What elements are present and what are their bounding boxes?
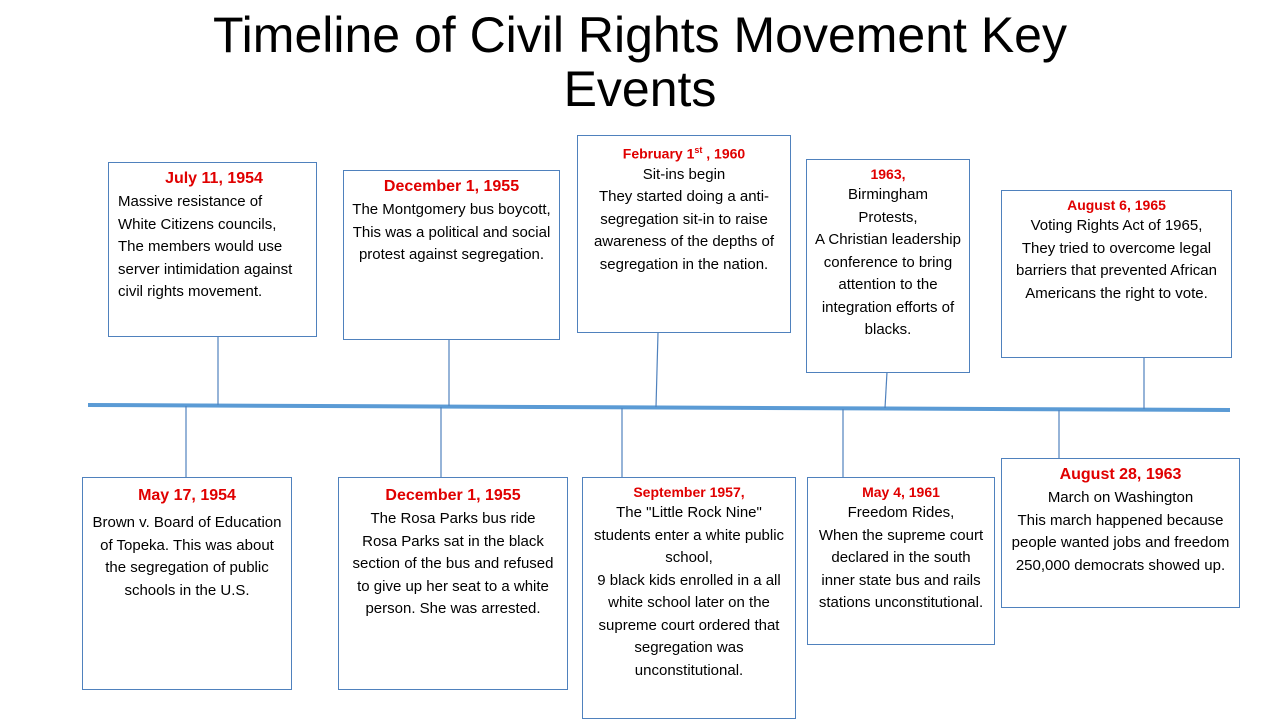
event-box-voting-rights bbox=[1001, 190, 1232, 358]
event-date: May 17, 1954 bbox=[138, 487, 236, 504]
event-box-march-on-washington bbox=[1001, 458, 1240, 608]
event-description: The "Little Rock Nine" students enter a white public school, 9 black kids enrolled in a all white school later on the supreme court ordered that segregation was unconstitutional. bbox=[593, 504, 785, 679]
event-box-july-1954 bbox=[108, 162, 317, 337]
event-description: Voting Rights Act of 1965, They tried to overcome legal barriers that prevented African Americans the right to vote. bbox=[1016, 217, 1217, 302]
event-description: Sit-ins begin They started doing a anti-segregation sit-in to raise awareness of the depths of segregation in the nation. bbox=[593, 165, 775, 273]
event-box-rosa-parks bbox=[338, 477, 568, 690]
event-date: May 4, 1961 bbox=[862, 484, 940, 500]
page-title: Timeline of Civil Rights Movement Key Events bbox=[213, 7, 1067, 117]
event-date: February 1st , 1960 bbox=[622, 145, 746, 162]
event-date: August 28, 1963 bbox=[1059, 466, 1182, 483]
event-box-sit-ins bbox=[577, 135, 791, 333]
timeline-axis bbox=[88, 405, 1230, 410]
event-date: December 1, 1955 bbox=[383, 178, 520, 195]
event-description: Brown v. Board of Education of Topeka. This was about the segregation of public schools in the U.S. bbox=[92, 514, 282, 599]
event-box-brown-v-board bbox=[82, 477, 292, 690]
connector-top-4 bbox=[885, 372, 887, 408]
event-date: July 11, 1954 bbox=[165, 170, 263, 187]
event-date: September 1957, bbox=[633, 484, 745, 500]
event-date: December 1, 1955 bbox=[385, 487, 521, 504]
event-box-little-rock-nine bbox=[582, 477, 796, 719]
event-box-montgomery-boycott bbox=[343, 170, 560, 340]
event-description: Massive resistance of White Citizens councils, The members would use server intimidation against civil rights movement. bbox=[118, 193, 293, 300]
event-description: Birmingham Protests, A Christian leadership conference to bring attention to the integration efforts of blacks. bbox=[815, 186, 961, 338]
event-description: The Montgomery bus boycott, This was a political and social protest against segregation. bbox=[352, 201, 551, 263]
event-date: August 6, 1965 bbox=[1067, 197, 1166, 213]
event-box-birmingham bbox=[806, 159, 970, 373]
event-description: March on Washington This march happened because people wanted jobs and freedom 250,000 democrats showed up. bbox=[1011, 489, 1230, 574]
event-box-freedom-rides bbox=[807, 477, 995, 645]
event-description: Freedom Rides, When the supreme court declared in the south inner state bus and rails stations unconstitutional. bbox=[818, 504, 984, 611]
connector-top-3 bbox=[656, 333, 658, 407]
event-date: 1963, bbox=[870, 166, 906, 182]
event-description: The Rosa Parks bus ride Rosa Parks sat in the black section of the bus and refused to give up her seat to a white person. She was arrested. bbox=[352, 510, 554, 617]
